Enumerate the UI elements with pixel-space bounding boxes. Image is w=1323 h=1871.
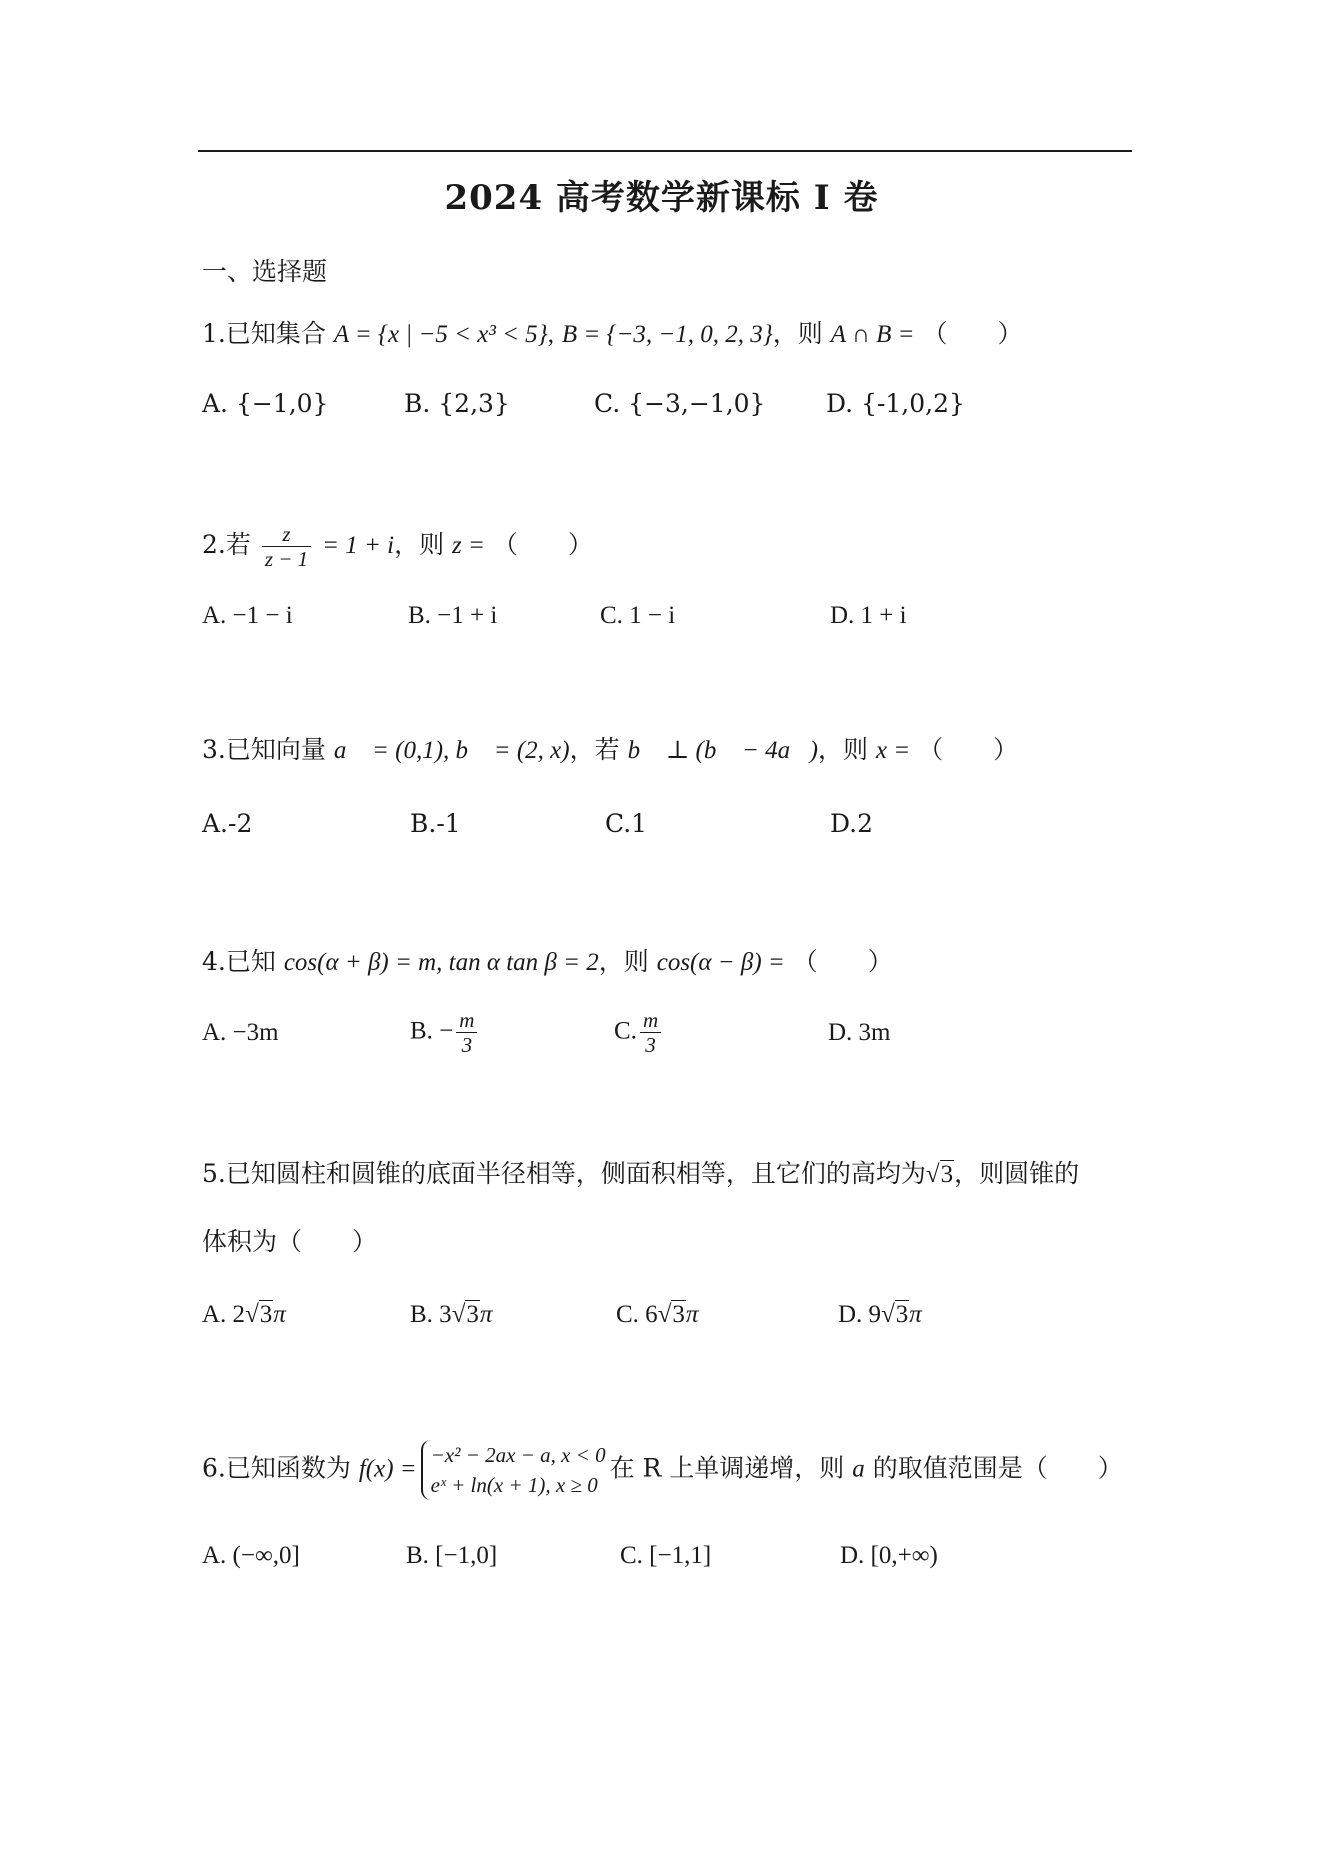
radicand: 3 [895, 1301, 909, 1328]
question-number: 5. [202, 1159, 226, 1188]
question-number: 2. [202, 530, 226, 560]
question-5-line-2: 体积为（ ） [202, 1227, 378, 1256]
function-name: f(x) = [358, 1455, 417, 1483]
sqrt-symbol: √ [451, 1301, 466, 1328]
question-3 [202, 732, 1018, 769]
sqrt-symbol: √ [657, 1301, 672, 1328]
option-b: B. −1 + i [408, 602, 498, 629]
fraction-denominator: z − 1 [264, 547, 309, 572]
sqrt-symbol: √ [245, 1301, 259, 1328]
equation-rhs: = 1 + i [322, 532, 395, 560]
condition-prefix: ，若 [569, 735, 620, 764]
question-6 [202, 1440, 1123, 1500]
option-b: B. {2,3} [404, 389, 510, 418]
fraction-denominator: 3 [461, 1033, 473, 1058]
question-number: 4. [202, 947, 226, 976]
question-text: 已知 [225, 947, 276, 976]
question-4 [202, 944, 893, 981]
question-number: 6. [202, 1453, 226, 1483]
question-text-end: ，则圆锥的 [954, 1159, 1080, 1188]
option-d: D. 3m [828, 1019, 891, 1046]
pi-symbol: π [685, 1301, 699, 1328]
radicand: 3 [940, 1161, 954, 1188]
set-b: B = {−3, −1, 0, 2, 3} [561, 321, 773, 348]
answer-paren: （ ） [492, 530, 593, 560]
question-text-end: 的取值范围是（ ） [872, 1453, 1123, 1483]
section-heading: 一、选择题 [202, 257, 328, 286]
question-5 [202, 1156, 1079, 1193]
option-c: C. 1 − i [600, 602, 676, 629]
answer-paren: （ ） [792, 947, 893, 976]
ask-prefix: ，则 [817, 735, 868, 764]
radicand: 3 [466, 1301, 479, 1328]
fraction [456, 1008, 477, 1057]
option-b [410, 1008, 480, 1057]
question-number: 3. [202, 735, 226, 764]
option-a: A. (−∞,0] [202, 1542, 300, 1569]
question-number: 1. [202, 319, 226, 348]
answer-paren: （ ） [922, 319, 1023, 348]
question-text: 已知函数为 [225, 1453, 351, 1483]
fraction-denominator: 3 [645, 1033, 656, 1058]
case-1: −x² − 2ax − a, x < 0 [430, 1443, 606, 1467]
radicand: 3 [672, 1301, 685, 1328]
option-a: A. {−1,0} [202, 389, 329, 418]
option-c: C. [−1,1] [620, 1542, 712, 1569]
question-text: 已知圆柱和圆锥的底面半径相等，侧面积相等，且它们的高均为 [225, 1159, 926, 1188]
option-a: A. −3m [202, 1019, 279, 1046]
perpendicular-condition: b⃗ ⊥ (b⃗ − 4a⃗) [627, 737, 818, 764]
ask-prefix: ，则 [394, 530, 445, 560]
radicand: 3 [259, 1301, 273, 1328]
option-label: B. 3 [410, 1301, 452, 1328]
page-title: 2024 高考数学新课标 I 卷 [444, 178, 879, 218]
ask-expression: cos(α − β) = [656, 949, 785, 976]
ask-prefix: ，则 [598, 947, 649, 976]
sqrt-symbol: √ [881, 1301, 895, 1328]
question-2 [202, 522, 593, 571]
fraction [640, 1008, 661, 1057]
option-label: B. − [410, 1017, 454, 1045]
fraction-numerator: m [456, 1008, 477, 1033]
sqrt-symbol: √ [925, 1161, 940, 1188]
option-d: D. 1 + i [830, 602, 907, 629]
ask-expression: x = [875, 737, 911, 764]
option-label: C. [614, 1017, 637, 1045]
vector-definitions: a⃗ = (0,1), b⃗ = (2, x) [333, 737, 570, 764]
answer-paren: （ ） [918, 735, 1019, 764]
question-1: 1.已知集合 A = {x | −5 < x³ < 5}, B = {−3, −1, 0, 2, 3}，则 A ∩ B = （ ） [202, 319, 1023, 348]
fraction [262, 522, 311, 571]
question-text: 已知集合 [225, 319, 326, 348]
option-c [616, 1297, 698, 1333]
option-label: C. 6 [616, 1301, 658, 1328]
option-a [202, 1297, 286, 1333]
question-text: 已知向量 [225, 735, 326, 764]
fraction-numerator: z [262, 522, 311, 547]
case-2: eˣ + ln(x + 1), x ≥ 0 [430, 1473, 598, 1497]
variable: a [852, 1455, 865, 1483]
option-d: D.2 [830, 809, 874, 838]
option-d: D. {-1,0,2} [826, 389, 965, 418]
option-a: A. −1 − i [202, 602, 293, 629]
header-rule [198, 150, 1132, 152]
given-expression: cos(α + β) = m, tan α tan β = 2 [283, 949, 599, 976]
question-text: 若 [225, 530, 251, 560]
option-label: A. 2 [202, 1301, 246, 1328]
option-b: B.-1 [410, 809, 461, 838]
pi-symbol: π [909, 1301, 922, 1328]
piecewise-function [421, 1440, 606, 1500]
option-d: D. [0,+∞) [840, 1542, 938, 1569]
fraction-numerator: m [640, 1008, 661, 1033]
option-a: A.-2 [202, 809, 253, 838]
ask-expression: z = [452, 532, 485, 560]
ask-prefix: ，则 [772, 319, 823, 348]
option-b [410, 1297, 492, 1333]
option-c: C.1 [605, 809, 648, 838]
option-label: D. 9 [838, 1301, 882, 1328]
question-text-mid: 在 R 上单调递增，则 [609, 1453, 845, 1483]
pi-symbol: π [479, 1301, 493, 1328]
option-b: B. [−1,0] [406, 1542, 498, 1569]
pi-symbol: π [273, 1301, 286, 1328]
option-d [838, 1297, 922, 1333]
option-c: C. {−3,−1,0} [594, 389, 766, 418]
ask-expression: A ∩ B = [830, 321, 915, 348]
option-c [614, 1008, 664, 1057]
set-a: A = {x | −5 < x³ < 5} [333, 321, 548, 348]
